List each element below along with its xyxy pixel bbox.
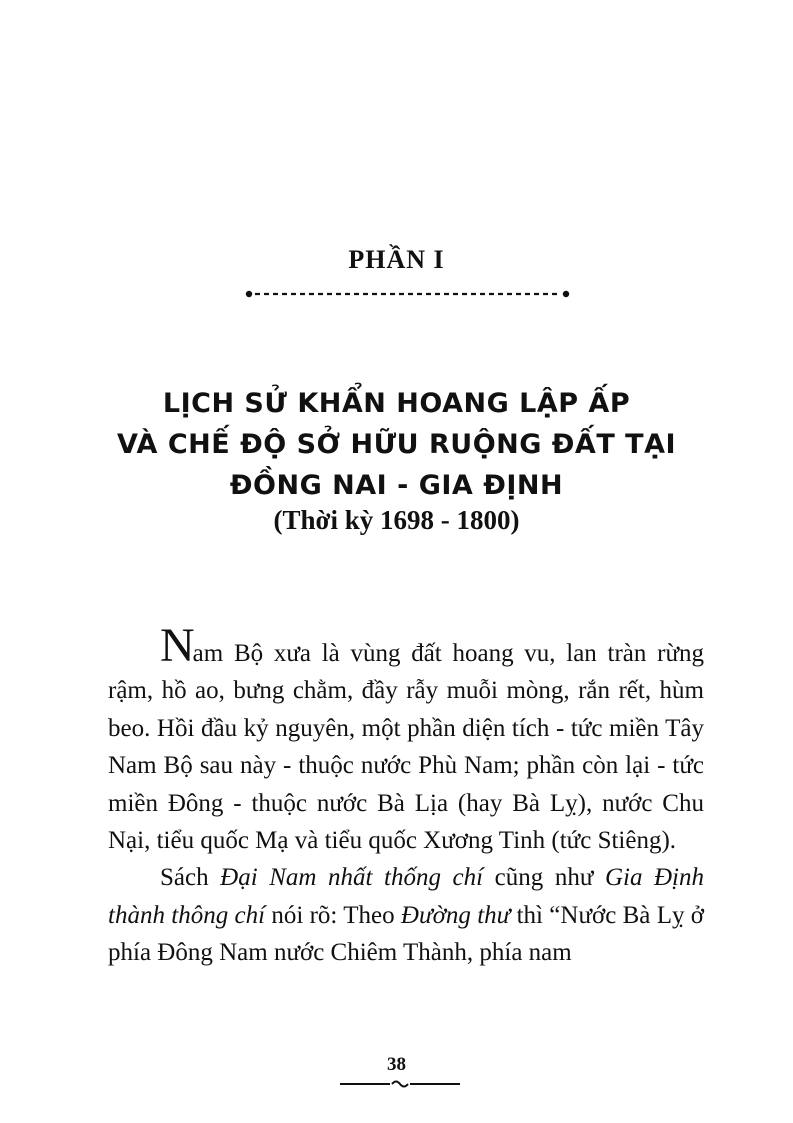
paragraph-2: [108, 859, 704, 971]
chapter-period: (Thời kỳ 1698 - 1800): [273, 505, 520, 535]
paragraph-2-text: Sách: [160, 864, 221, 892]
book-title-dai-nam: Đại Nam nhất thống chí: [220, 864, 484, 892]
footer-ornament: [340, 1077, 460, 1091]
part-title: PHẦN I: [348, 245, 445, 274]
book-title-duong-thu: Đường thư: [400, 901, 511, 929]
paragraph-2-text: cũng như: [483, 864, 605, 892]
chapter-title-line-1: LỊCH SỬ KHẨN HOANG LẬP ẤP: [162, 388, 631, 419]
paragraph-1: [108, 619, 704, 859]
book-title-gia-dinh: Gia Định thành thông chí: [108, 864, 704, 929]
dotted-divider: [245, 287, 570, 301]
drop-cap: N: [160, 619, 193, 672]
page-number: 38: [387, 1054, 406, 1075]
chapter-title-line-3: ĐỒNG NAI - GIA ĐỊNH: [229, 470, 564, 501]
chapter-title: [100, 383, 693, 506]
paragraph-2-text: thì “Nước Bà Lỵ ở phía Đông Nam nước Chiêm Thành, phía nam: [108, 901, 704, 967]
paragraph-2-text: nói rõ: Theo: [265, 901, 401, 929]
body-text: [108, 619, 704, 972]
chapter-title-line-2: VÀ CHẾ ĐỘ SỞ HỮU RUỘNG ĐẤT TẠI: [116, 429, 677, 460]
paragraph-1-text: am Bộ xưa là vùng đất hoang vu, lan tràn rừng rậm, hồ ao, bưng chằm, đầy rẫy muỗi mòng, rắn rết, hùm beo. Hồi đầu kỷ nguyên, một phần diện tích - tức miền Tây Nam Bộ sau này - thuộc nước Phù Nam; phần còn lại - tức miền Đông - thuộc nước Bà Lịa (hay Bà Lỵ), nước Chu Nại, tiểu quốc Mạ và tiểu quốc Xương Tinh (tức Stiêng).: [108, 640, 704, 855]
